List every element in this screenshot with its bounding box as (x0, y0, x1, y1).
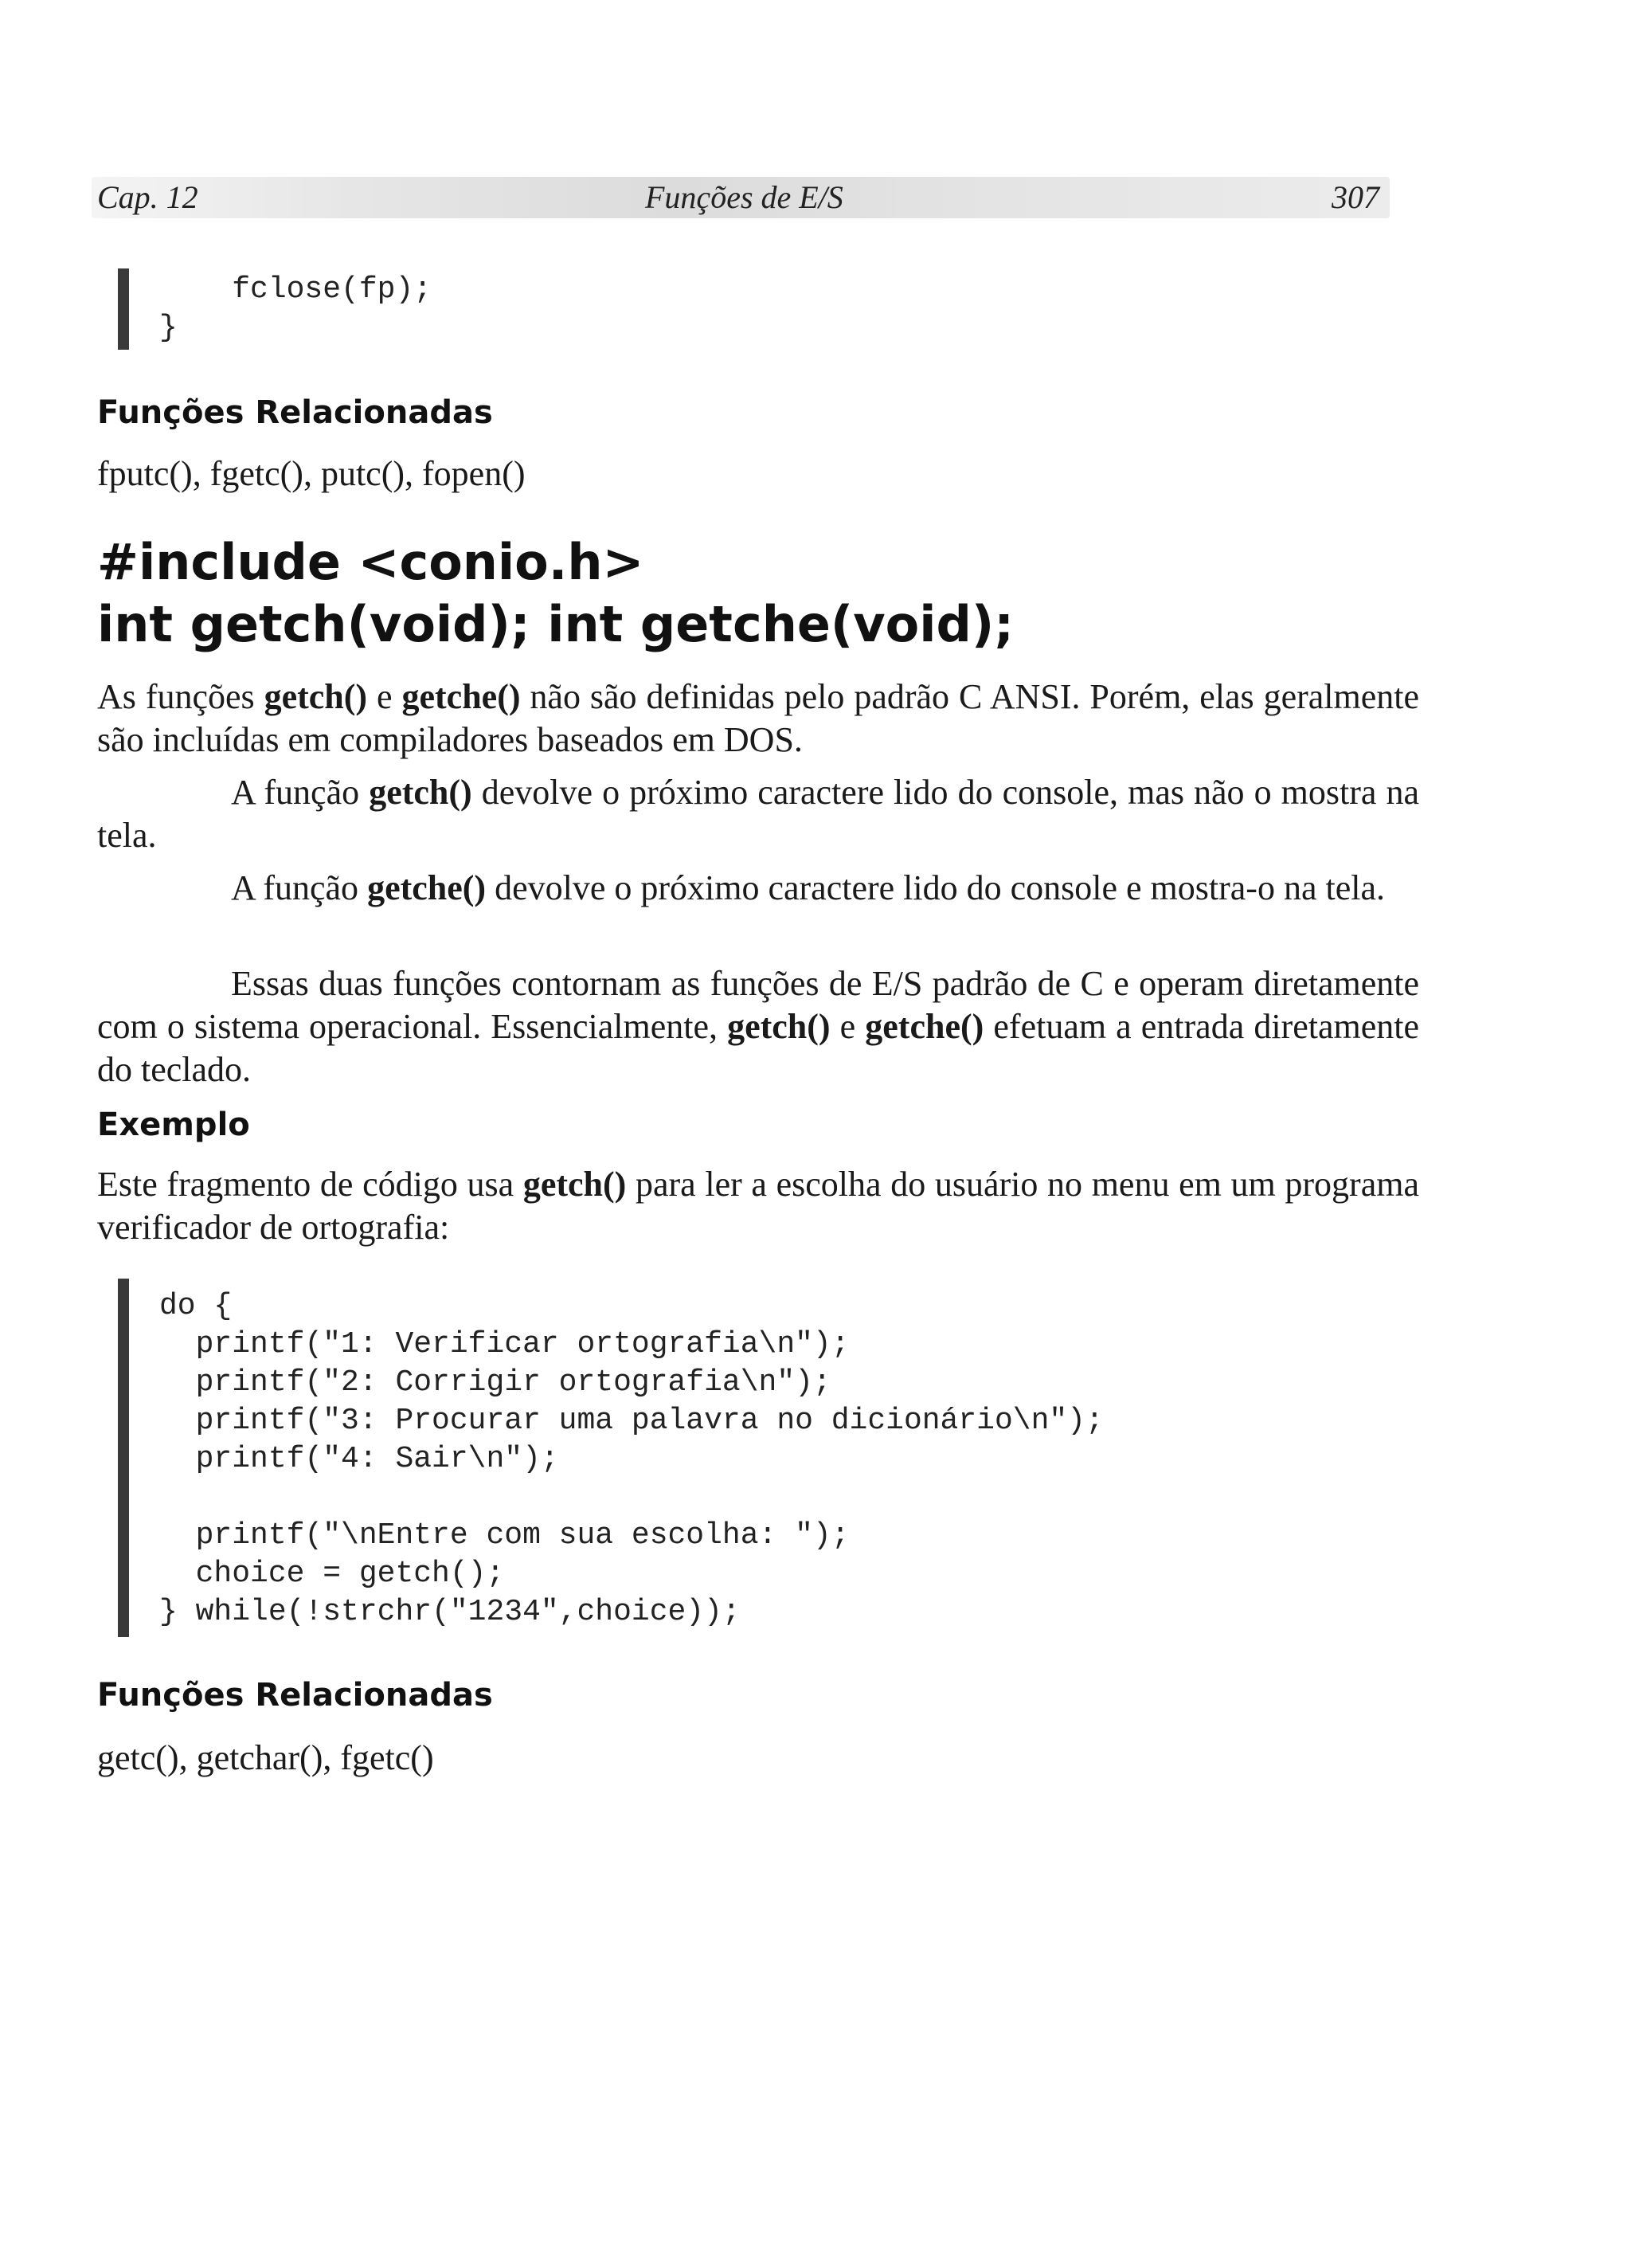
include-heading: #include <conio.h> (97, 533, 644, 591)
example-code-block: do { printf("1: Verificar ortografia\n"); printf("2: Corrigir ortografia\n"); printf("3: Procurar uma palavra no dicionário\n"); printf("4: Sair\n"); printf("\nEntre com sua escolha: "); choice = getch(); } while(!strchr("1234",choice)); (159, 1289, 1104, 1629)
related-functions-list: fputc(), fgetc(), putc(), fopen() (97, 454, 526, 493)
description-paragraph: As funções getch() e getche() não são definidas pelo padrão C ANSI. Porém, elas geralmente são incluídas em compiladores baseados em DOS. (97, 677, 1420, 759)
chapter-label: Cap. 12 (97, 179, 198, 215)
page-number: 307 (1332, 179, 1379, 215)
description-paragraph: A função getch() devolve o próximo caractere lido do console, mas não o mostra na tela. (97, 773, 1420, 855)
section-title: Funções de E/S (645, 179, 843, 215)
code-block-bar (118, 1279, 129, 1637)
related-functions-heading: Funções Relacionadas (97, 1677, 493, 1714)
example-heading: Exemplo (97, 1107, 250, 1143)
related-functions-heading: Funções Relacionadas (97, 394, 493, 431)
code-block-bar (118, 268, 129, 350)
description-paragraph: A função getche() devolve o próximo caractere lido do console e mostra-o na tela. (231, 868, 1385, 907)
related-functions-list: getc(), getchar(), fgetc() (97, 1738, 434, 1777)
example-intro: Este fragmento de código usa getch() para ler a escolha do usuário no menu em um programa verificador de ortografia: (97, 1165, 1419, 1247)
description-paragraph: Essas duas funções contornam as funções de E/S padrão de C e operam diretamente com o sistema operacional. Essencialmente, getch() e getche() efetuam a entrada diretamente do teclado. (97, 964, 1420, 1089)
signature-heading: int getch(void); int getche(void); (97, 595, 1014, 653)
code-block-top: fclose(fp); } (159, 272, 432, 345)
